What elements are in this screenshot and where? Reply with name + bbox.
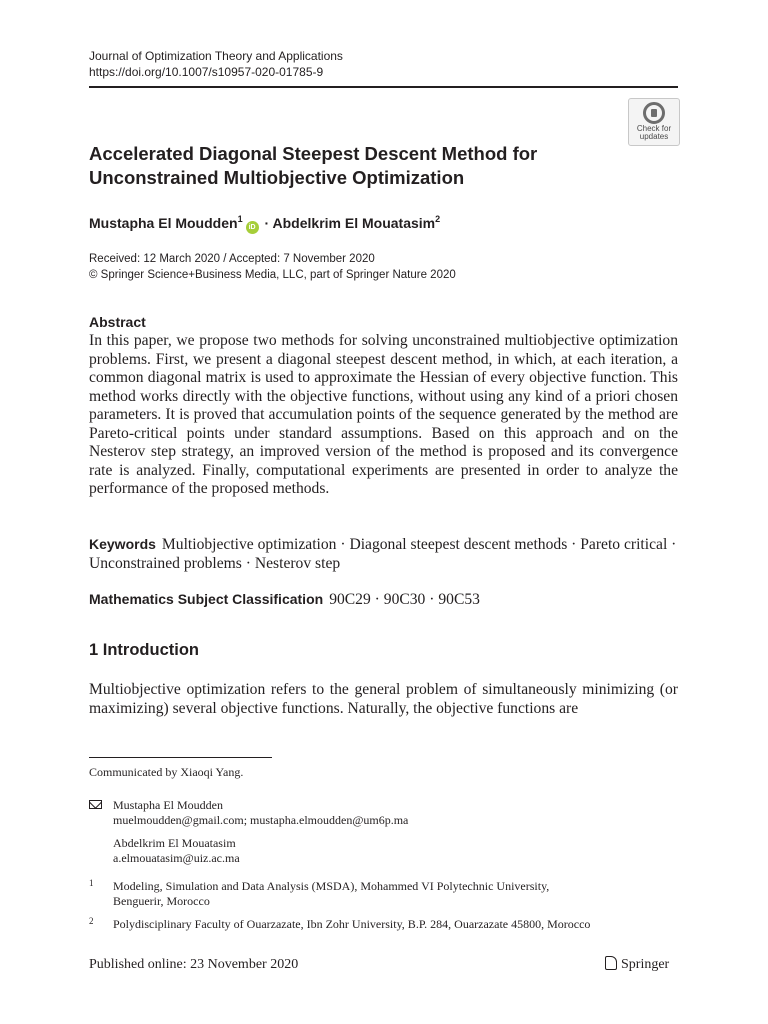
title-line2: Unconstrained Multiobjective Optimization bbox=[89, 167, 465, 188]
contact-2-email[interactable]: a.elmouatasim@uiz.ac.ma bbox=[113, 851, 240, 865]
badge-line1: Check for bbox=[636, 124, 672, 133]
msc-label: Mathematics Subject Classification bbox=[89, 591, 324, 607]
footnote-rule bbox=[89, 757, 272, 758]
author-1[interactable]: Mustapha El Moudden bbox=[89, 215, 238, 231]
affiliation-1-text bbox=[113, 879, 673, 909]
author-1-affil: 1 bbox=[237, 214, 243, 224]
msc-codes: 90C29 · 90C30 · 90C53 bbox=[329, 591, 480, 608]
keywords bbox=[89, 535, 678, 573]
keywords-label: Keywords bbox=[89, 536, 156, 552]
author-list bbox=[89, 210, 440, 234]
publication-dates bbox=[89, 251, 456, 283]
abstract-text: In this paper, we propose two methods for solving unconstrained multiobjective optimization problems. First, we present a diagonal steepest descent method, in which, at each iteration, a common diagonal matrix is used to approximate the Hessian of every objective function. This method works directly with the objective functions, without using any kind of a priori chosen parameters. It is proved that accumulation points of the sequence generated by the method are Pareto-critical points under standard assumptions. Based on this approach and on the Nesterov step strategy, an improved version of the method is proposed and its convergence rate is analyzed. Finally, computational experiments are presented in order to analyze the performance of the proposed methods. bbox=[89, 332, 678, 497]
envelope-icon bbox=[89, 800, 102, 809]
author-2[interactable]: Abdelkrim El Mouatasim bbox=[272, 215, 436, 231]
orcid-icon[interactable]: iD bbox=[246, 221, 259, 234]
received-accepted: Received: 12 March 2020 / Accepted: 7 November 2020 bbox=[89, 253, 375, 265]
journal-header bbox=[89, 48, 343, 80]
doi-link[interactable]: https://doi.org/10.1007/s10957-020-01785-9 bbox=[89, 65, 324, 79]
keywords-text: Multiobjective optimization · Diagonal steepest descent methods · Pareto critical · Unconstrained problems · Nesterov step bbox=[89, 536, 677, 572]
copyright: © Springer Science+Business Media, LLC, part of Springer Nature 2020 bbox=[89, 269, 456, 281]
contact-1 bbox=[113, 798, 408, 828]
published-online: Published online: 23 November 2020 bbox=[89, 957, 299, 972]
author-separator: · bbox=[264, 215, 270, 231]
msc-classification bbox=[89, 590, 480, 610]
section-heading-introduction: 1 Introduction bbox=[89, 641, 199, 659]
author-2-affil: 2 bbox=[435, 214, 441, 224]
introduction-text: Multiobjective optimization refers to the general problem of simultaneously minimizing (or maximizing) several objective functions. Naturally, the objective functions are bbox=[89, 681, 678, 717]
publisher-logo bbox=[605, 956, 669, 973]
header-rule bbox=[89, 86, 678, 88]
affiliation-1-number: 1 bbox=[89, 878, 94, 888]
abstract-heading: Abstract bbox=[89, 314, 146, 330]
check-for-updates-icon bbox=[643, 102, 665, 124]
paper-title bbox=[89, 142, 609, 190]
contact-1-email[interactable]: muelmoudden@gmail.com; mustapha.elmoudden@um6p.ma bbox=[113, 813, 409, 827]
affiliation-1-line2: Benguerir, Morocco bbox=[113, 894, 210, 908]
title-line1: Accelerated Diagonal Steepest Descent Method for bbox=[89, 143, 538, 164]
badge-line2: updates bbox=[639, 132, 669, 141]
affiliation-2-number: 2 bbox=[89, 916, 94, 926]
communicated-by: Communicated by Xiaoqi Yang. bbox=[89, 765, 244, 779]
contact-2-name: Abdelkrim El Mouatasim bbox=[113, 836, 236, 850]
publisher-name: Springer bbox=[621, 957, 670, 972]
contact-1-name: Mustapha El Moudden bbox=[113, 798, 223, 812]
affiliation-2-text: Polydisciplinary Faculty of Ouarzazate, Ibn Zohr University, B.P. 284, Ouarzazate 45800, Morocco bbox=[113, 917, 591, 931]
affiliation-1-line1: Modeling, Simulation and Data Analysis (MSDA), Mohammed VI Polytechnic University, bbox=[113, 879, 550, 893]
check-for-updates-badge[interactable] bbox=[628, 98, 680, 146]
springer-horse-icon bbox=[605, 956, 617, 970]
contact-2 bbox=[113, 836, 240, 866]
journal-name: Journal of Optimization Theory and Applications bbox=[89, 49, 343, 63]
